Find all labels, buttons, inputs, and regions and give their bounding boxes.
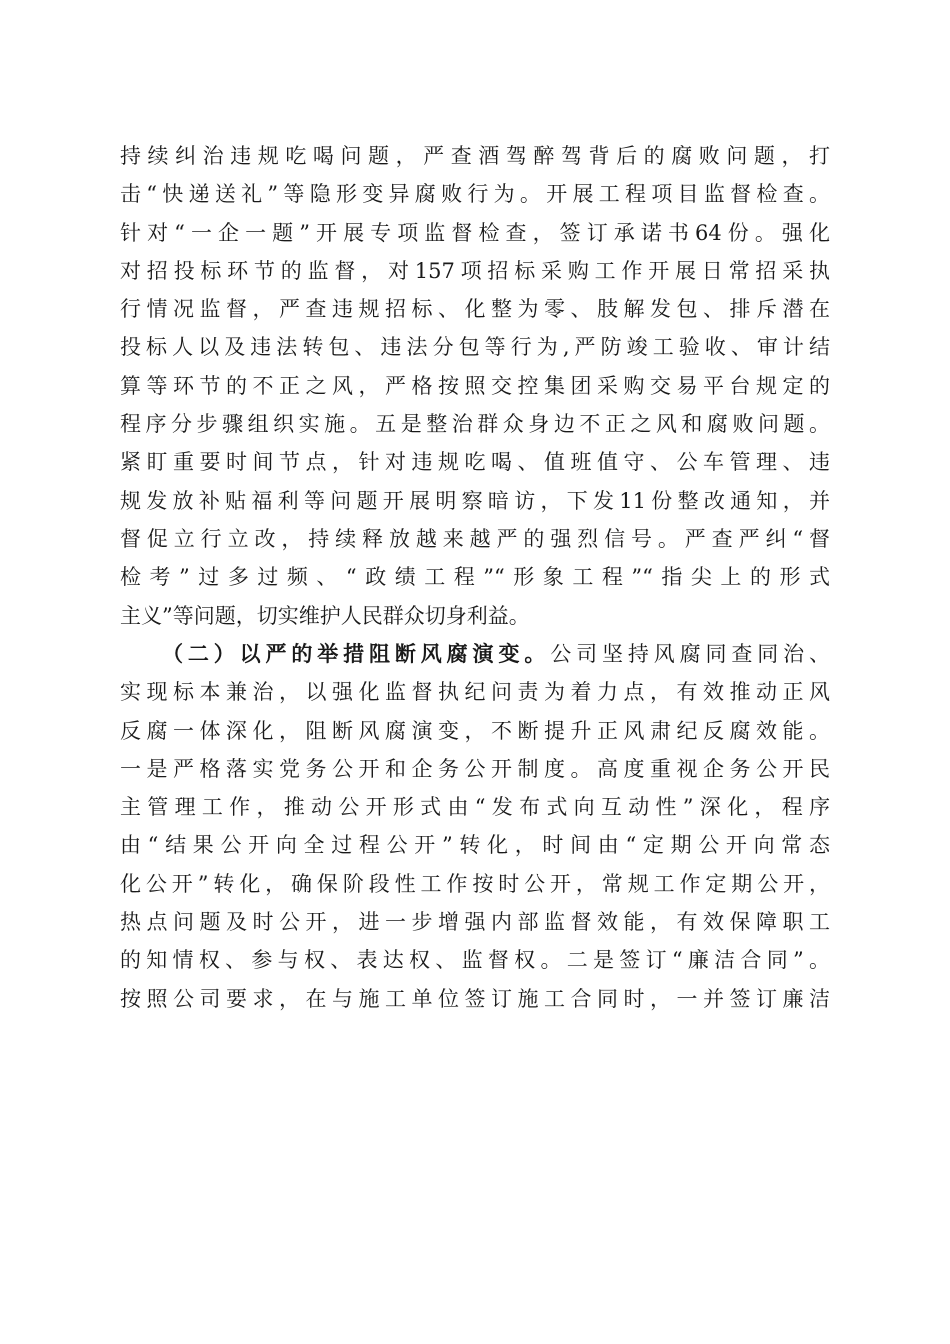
paragraph-line: 实现标本兼治，以强化监督执纪问责为着力点，有效推动正风: [120, 680, 830, 705]
paragraph-line: 对招投标环节的监督，对157项招标采购工作开展日常招采执: [120, 258, 830, 283]
paragraph-line: 针对“一企一题”开展专项监督检查，签订承诺书64份。强化: [120, 220, 830, 245]
paragraph-2: [120, 635, 830, 1018]
paragraph-line: 算等环节的不正之风，严格按照交控集团采购交易平台规定的: [120, 373, 830, 398]
paragraph-line: 规发放补贴福利等问题开展明察暗访，下发11份整改通知，并: [120, 488, 830, 513]
paragraph-line: 反腐一体深化，阻断风腐演变，不断提升正风肃纪反腐效能。: [120, 718, 830, 743]
paragraph-line: 主义”等问题，切实维护人民群众切身利益。: [120, 603, 530, 628]
paragraph-line: 投标人以及违法转包、违法分包等行为,严防竣工验收、审计结: [120, 335, 830, 360]
paragraph-line: 主管理工作，推动公开形式由“发布式向互动性”深化，程序: [120, 795, 830, 820]
paragraph-line: 持续纠治违规吃喝问题，严查酒驾醉驾背后的腐败问题，打: [120, 144, 830, 168]
paragraph-line: 的知情权、参与权、表达权、监督权。二是签订“廉洁合同”。: [120, 948, 830, 973]
paragraph-line: 由“结果公开向全过程公开”转化，时间由“定期公开向常态: [120, 833, 830, 858]
paragraph-line: 一是严格落实党务公开和企务公开制度。高度重视企务公开民: [120, 756, 830, 781]
paragraph-line: 督促立行立改，持续释放越来越严的强烈信号。严查严纠“督: [120, 526, 830, 551]
paragraph-line: 按照公司要求，在与施工单位签订施工合同时，一并签订廉洁: [120, 986, 830, 1011]
paragraph-line: 化公开”转化，确保阶段性工作按时公开，常规工作定期公开，: [120, 871, 830, 896]
paragraph-line: 行情况监督，严查违规招标、化整为零、肢解发包、排斥潜在: [120, 297, 830, 322]
paragraph-line: 热点问题及时公开，进一步增强内部监督效能，有效保障职工: [120, 910, 830, 935]
paragraph-first-line: [120, 635, 830, 673]
paragraph-line: 击“快递送礼”等隐形变异腐败行为。开展工程项目监督检查。: [120, 182, 830, 207]
heading-continuation: 公司坚持风腐同查同治、: [550, 642, 830, 666]
section-heading: （二）以严的举措阻断风腐演变。: [162, 641, 551, 666]
paragraph-line: 检考”过多过频、“政绩工程”“形象工程”“指尖上的形式: [120, 565, 830, 590]
paragraph-line: 程序分步骤组织实施。五是整治群众身边不正之风和腐败问题。: [120, 412, 830, 437]
paragraph-1: [120, 137, 830, 635]
paragraph-line: 紧盯重要时间节点，针对违规吃喝、值班值守、公车管理、违: [120, 450, 830, 475]
